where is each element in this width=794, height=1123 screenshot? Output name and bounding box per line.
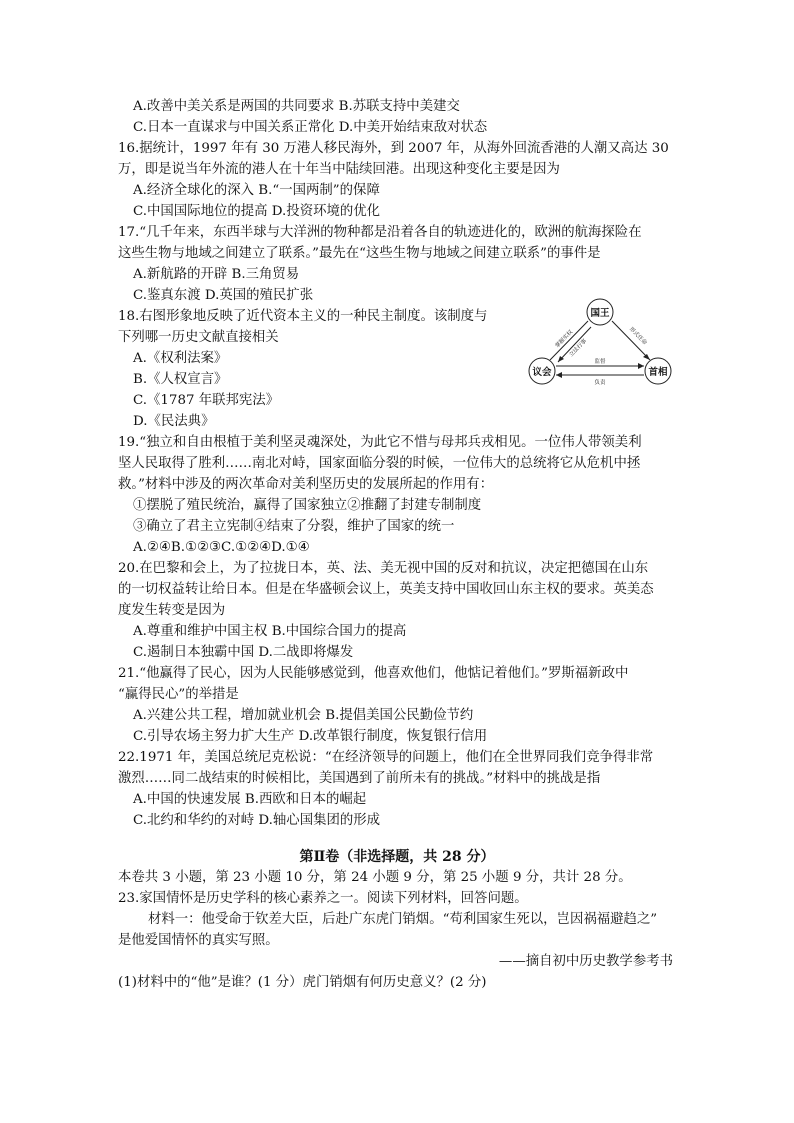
q22-stem-line2: 激烈……同二战结束的时候相比，美国遇到了前所未有的挑战。”材料中的挑战是指: [118, 771, 601, 786]
q20-stem-line1: 20.在巴黎和会上，为了拉拢日本，英、法、美无视中国的反对和抗议，决定把德国在山东: [118, 561, 649, 576]
q23-material1-source: ——摘自初中历史教学参考书: [498, 954, 673, 969]
q15-options-cd: C.日本一直谋求与中国关系正常化 D.中美开始结束敌对状态: [133, 120, 488, 135]
q19-stem-line2: 坚人民取得了胜利……南北对峙，国家面临分裂的时候，一位伟大的总统将它从危机中拯: [118, 456, 641, 471]
q23-material1-line2: 是他爱国情怀的真实写照。: [118, 933, 279, 948]
constitutional-monarchy-diagram: [525, 295, 675, 395]
q20-options-cd: C.遏制日本独霸中国 D.二战即将爆发: [133, 645, 354, 660]
q23-material1-line1: 材料一：他受命于钦差大臣，后赴广东虎门销烟。“苟利国家生死以，岂因祸福避趋之”: [148, 912, 658, 927]
q21-stem-line1: 21.“他赢得了民心，因为人民能够感觉到，他喜欢他们，他惦记着他们。”罗斯福新政中: [118, 666, 629, 681]
q18-stem-line1: 18.右图形象地反映了近代资本主义的一种民主制度。该制度与: [118, 309, 488, 324]
q18-option-c: C.《1787 年联邦宪法》: [133, 393, 280, 408]
q16-options-ab: A.经济全球化的深入 B.“一国两制”的保障: [133, 183, 380, 198]
q15-options-ab: A.改善中美关系是两国的共同要求 B.苏联支持中美建交: [133, 99, 460, 114]
q17-stem-line1: 17.“几千年来，东西半球与大洋洲的物种都是沿着各自的轨迹进化的，欧洲的航海探险在: [118, 225, 642, 240]
q16-options-cd: C.中国国际地位的提高 D.投资环境的优化: [133, 204, 381, 219]
q16-stem-line1: 16.据统计，1997 年有 30 万港人移民海外，到 2007 年，从海外回流香港的人潮又高达 30: [118, 141, 669, 156]
q20-stem-line2: 的一切权益转让给日本。但是在华盛顿会议上，英美支持中国收回山东主权的要求。英美态: [118, 582, 654, 597]
section-2-title: 第Ⅱ卷（非选择题，共 28 分）: [299, 849, 495, 865]
q20-stem-line3: 度发生转变是因为: [118, 603, 226, 618]
q19-stem-line3: 救。”材料中涉及的两次革命对美利坚历史的发展所起的作用有：: [118, 477, 494, 492]
edge-responsible-label: 负责: [594, 380, 606, 386]
q19-items-34: ③确立了君主立宪制④结束了分裂，维护了国家的统一: [133, 519, 455, 534]
q19-stem-line1: 19.“独立和自由根植于美利坚灵魂深处，为此它不惜与母邦兵戎相见。一位伟人带领美利: [118, 435, 642, 450]
q18-option-b: B.《人权宣言》: [133, 372, 228, 387]
q21-options-cd: C.引导农场主努力扩大生产 D.改革银行制度，恢复银行信用: [133, 729, 488, 744]
q16-stem-line2: 万，即是说当年外流的港人在十年当中陆续回港。出现这种变化主要是因为: [118, 162, 560, 177]
q17-options-ab: A.新航路的开辟 B.三角贸易: [133, 267, 300, 282]
node-parliament-label: 议会: [532, 367, 552, 378]
edge-left-inner-label: 立法行事: [568, 338, 589, 359]
q19-items-12: ①摆脱了殖民统治，赢得了国家独立②推翻了封建专制制度: [133, 498, 482, 513]
q22-options-ab: A.中国的快速发展 B.西欧和日本的崛起: [133, 792, 367, 807]
q17-options-cd: C.鉴真东渡 D.英国的殖民扩张: [133, 288, 314, 303]
q18-option-a: A.《权利法案》: [133, 351, 228, 366]
q23-subquestion-1: (1)材料中的“他”是谁？(1 分）虎门销烟有何历史意义？(2 分): [118, 975, 487, 990]
q23-stem: 23.家国情怀是历史学科的核心素养之一。阅读下列材料，回答问题。: [118, 891, 528, 906]
q21-stem-line2: “赢得民心”的举措是: [118, 687, 239, 702]
q17-stem-line2: 这些生物与地域之间建立了联系。”最先在“这些生物与地域之间建立联系”的事件是: [118, 246, 601, 261]
edge-supervise-label: 监督: [594, 359, 606, 365]
q22-stem-line1: 22.1971 年，美国总统尼克松说：“在经济领导的问题上，他们在全世界同我们竞争得非常: [118, 750, 654, 765]
q20-options-ab: A.尊重和维护中国主权 B.中国综合国力的提高: [133, 624, 407, 639]
q18-option-d: D.《民法典》: [133, 414, 215, 429]
section-2-instructions: 本卷共 3 小题，第 23 小题 10 分，第 24 小题 9 分，第 25 小题 9 分，共计 28 分。: [118, 870, 632, 885]
node-pm-label: 首相: [648, 367, 668, 378]
q19-options: A.②④B.①②③C.①②④D.①④: [133, 540, 310, 555]
q22-options-cd: C.北约和华约的对峙 D.轴心国集团的形成: [133, 813, 381, 828]
edge-right-label: 形式任命: [627, 326, 648, 347]
edge-left-outer-label: 掌握实权: [554, 329, 575, 350]
node-king-label: 国王: [590, 308, 610, 319]
q21-options-ab: A.兴建公共工程，增加就业机会 B.提倡美国公民勤俭节约: [133, 708, 474, 723]
q18-stem-line2: 下列哪一历史文献直接相关: [118, 330, 279, 345]
